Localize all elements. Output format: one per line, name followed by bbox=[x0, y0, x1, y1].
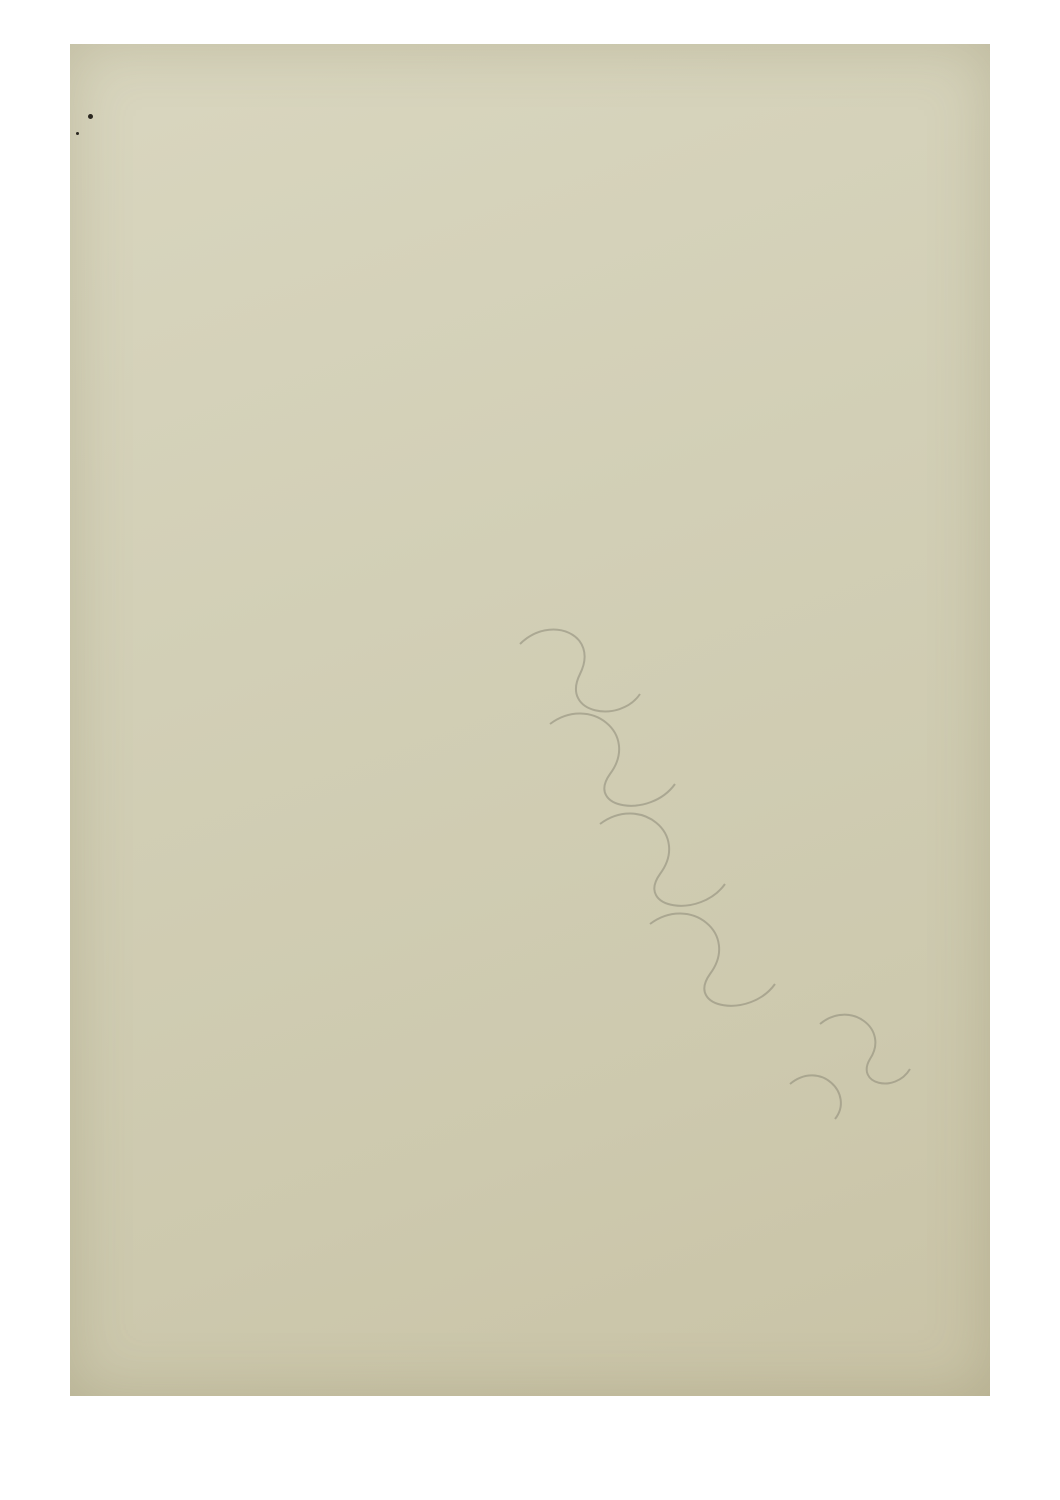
watermark-stroke bbox=[820, 1015, 910, 1084]
watermark-stamp bbox=[490, 604, 920, 1144]
watermark-stroke bbox=[550, 714, 675, 806]
watermark-stroke bbox=[790, 1075, 841, 1119]
watermark-stroke bbox=[520, 630, 640, 712]
watermark-stroke bbox=[600, 814, 725, 906]
margin-mark bbox=[76, 132, 79, 135]
margin-mark bbox=[88, 114, 93, 119]
manuscript-page bbox=[70, 44, 990, 1396]
watermark-stroke bbox=[650, 914, 775, 1006]
